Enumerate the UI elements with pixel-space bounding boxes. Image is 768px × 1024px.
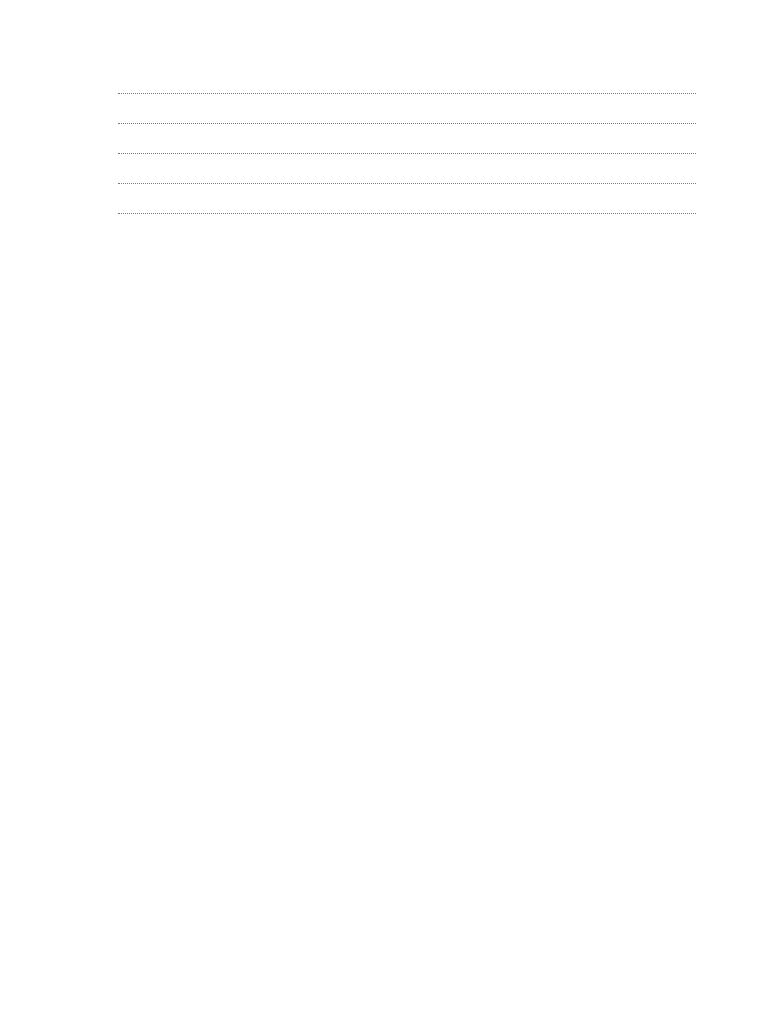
question-item xyxy=(92,104,696,124)
answer-line xyxy=(118,197,696,214)
question-item xyxy=(92,134,696,154)
question-body xyxy=(118,134,696,154)
question-item xyxy=(92,74,696,94)
question-body xyxy=(118,74,696,94)
question-body xyxy=(118,104,696,124)
question-body xyxy=(118,194,696,214)
question-list xyxy=(92,74,696,214)
answer-line xyxy=(118,137,696,154)
question-body xyxy=(118,164,696,184)
question-item xyxy=(92,194,696,214)
answer-line xyxy=(118,167,696,184)
answer-line xyxy=(118,77,696,94)
answer-line xyxy=(118,107,696,124)
question-item xyxy=(92,164,696,184)
